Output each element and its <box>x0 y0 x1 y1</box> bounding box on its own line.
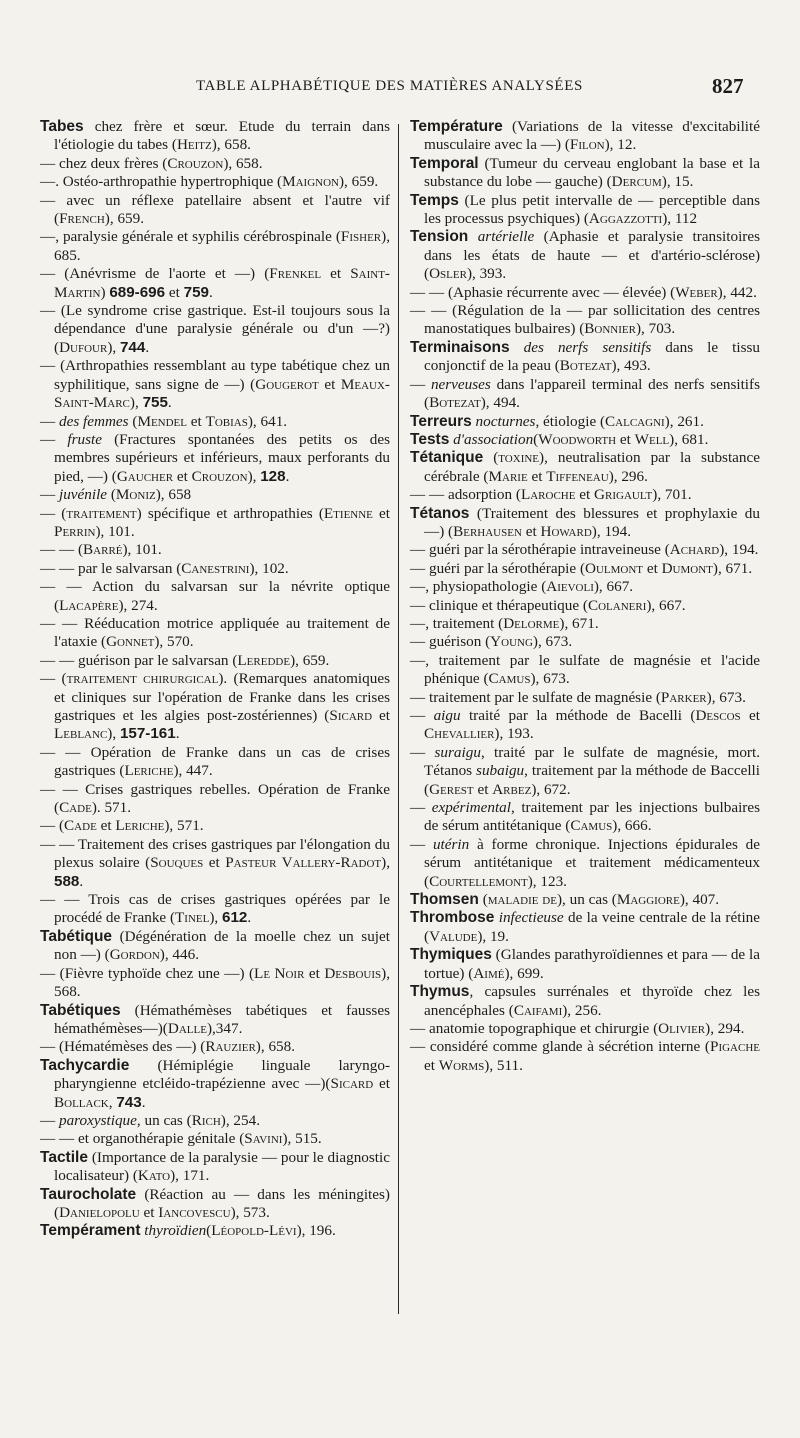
index-entry: — (Anévrisme de l'aorte et —) (Frenkel et Saint-Martin) 689-696 et 759. <box>40 265 390 301</box>
index-entry: Tension artérielle (Aphasie et paralysie transitoires dans les états de haute — et d'artério-sclérose) (Osler), 393. <box>410 228 760 283</box>
index-entry: — — (Barré), 101. <box>40 541 162 559</box>
index-entry: — (Cade et Leriche), 571. <box>40 817 204 835</box>
index-entry: — (Arthropathies ressemblant au type tabétique chez un syphilitique, sans signe de —) (Gougerot et Meaux-Saint-Marc), 755. <box>40 357 390 412</box>
index-entry: Tactile (Importance de la paralysie — pour le diagnostic localisateur) (Kato), 171. <box>40 1148 390 1185</box>
index-entry: — — Traitement des crises gastriques par l'élongation du plexus solaire (Souques et Pasteur Vallery-Radot), 588. <box>40 835 390 890</box>
index-entry: —, physiopathologie (Aievoli), 667. <box>410 578 634 596</box>
index-entry: — considéré comme glande à sécrétion interne (Pigache et Worms), 511. <box>410 1038 760 1074</box>
index-entry: — — Opération de Franke dans un cas de crises gastriques (Leriche), 447. <box>40 743 390 780</box>
index-entry: Tabétiques (Hémathémèses tabétiques et fausses hémathémèses—)(Dalle),347. <box>40 1001 390 1037</box>
index-entry: Tétanos (Traitement des blessures et prophylaxie du —) (Berhausen et Howard), 194. <box>410 504 760 540</box>
column-divider <box>398 124 399 1314</box>
index-entry: —, traitement par le sulfate de magnésie et l'acide phénique (Camus), 673. <box>410 651 760 688</box>
index-entry: — paroxystique, un cas (Rich), 254. <box>40 1111 261 1129</box>
index-entry: —, traitement (Delorme), 671. <box>410 614 599 632</box>
index-entry: — — Rééducation motrice appliquée au traitement de l'ataxie (Gonnet), 570. <box>40 614 390 651</box>
index-entry: — guéri par la sérothérapie (Oulmont et Dumont), 671. <box>410 559 753 577</box>
index-entry: Thymiques (Glandes parathyroïdiennes et para — de la tortue) (Aimé), 699. <box>410 946 760 982</box>
index-entry: Terminaisons des nerfs sensitifs dans le tissu conjonctif de la peau (Botezat), 493. <box>410 338 760 375</box>
index-entry: Terreurs nocturnes, étiologie (Calcagni), 261. <box>410 412 704 430</box>
index-entry: — (traitement chirurgical). (Remarques anatomiques et cliniques sur l'opération de Franke dans les crises gastriques et les algies post-zostériennes) (Sicard et Leblanc), 157-161. <box>40 670 391 743</box>
running-header <box>0 76 800 104</box>
index-entry: Temps (Le plus petit intervalle de — perceptible dans les processus psychiques) (Aggazzotti), 112 <box>410 191 760 228</box>
index-entry: Tests d'association(Woodworth et Well), 681. <box>410 430 709 448</box>
index-entry: — — (Aphasie récurrente avec — élevée) (Weber), 442. <box>410 283 757 301</box>
index-entry: — — Crises gastriques rebelles. Opération de Franke (Cade). 571. <box>40 780 390 817</box>
index-entry: Tétanique (toxine), neutralisation par la substance cérébrale (Marie et Tiffeneau), 296. <box>410 449 760 485</box>
index-entry: — (Fièvre typhoïde chez une —) (Le Noir et Desbouis), 568. <box>40 964 390 1001</box>
page-number: 827 <box>712 74 744 98</box>
index-entry: Tabes chez frère et sœur. Etude du terrain dans l'étiologie du tabes (Heitz), 658. <box>40 118 390 154</box>
index-entry: — fruste (Fractures spontanées des petits os des membres supérieurs et inférieurs, maux perforants du pied, —) (Gaucher et Crouzon), 128. <box>40 430 390 485</box>
index-entry: — guéri par la sérothérapie intraveineuse (Achard), 194. <box>410 541 759 559</box>
index-entry: — anatomie topographique et chirurgie (Olivier), 294. <box>410 1019 745 1037</box>
index-entry: Thomsen (maladie de), un cas (Maggiore), 407. <box>410 891 720 909</box>
index-entry: — — guérison par le salvarsan (Leredde), 659. <box>40 651 330 669</box>
index-entry: — des femmes (Mendel et Tobias), 641. <box>40 412 288 430</box>
index-entry: Tachycardie (Hémiplégie linguale laryngo-pharyngienne etcléido-trapézienne avec —)(Sicard et Bollack, 743. <box>40 1056 390 1111</box>
index-entry: Tempérament thyroïdien(Léopold-Lévi), 196. <box>40 1222 336 1240</box>
left-column <box>40 118 390 1241</box>
index-entry: — suraigu, traité par le sulfate de magnésie, mort. Tétanos subaigu, traitement par la méthode de Baccelli (Gerest et Arbez), 672. <box>410 743 761 798</box>
index-entry: — clinique et thérapeutique (Colaneri), 667. <box>410 596 686 614</box>
index-entry: — juvénile (Moniz), 658 <box>40 486 192 504</box>
index-entry: —, paralysie générale et syphilis cérébrospinale (Fisher), 685. <box>40 228 390 264</box>
index-entry: — — par le salvarsan (Canestrini), 102. <box>40 559 289 577</box>
index-entry: — aigu traité par la méthode de Bacelli (Descos et Chevallier), 193. <box>410 707 760 743</box>
index-entry: Tabétique (Dégénération de la moelle chez un sujet non —) (Gordon), 446. <box>40 927 390 964</box>
index-entry: Thrombose infectieuse de la veine centrale de la rétine (Valude), 19. <box>410 909 761 945</box>
index-entry: — — adsorption (Laroche et Grigault), 701. <box>410 486 692 504</box>
header-title: TABLE ALPHABÉTIQUE DES MATIÈRES ANALYSÉES <box>196 78 583 94</box>
index-entry: — — (Régulation de la — par sollicitation des centres manostatiques bulbaires) (Bonnier), 703. <box>410 302 760 338</box>
right-column <box>410 118 760 1075</box>
index-entry: — traitement par le sulfate de magnésie (Parker), 673. <box>410 688 746 706</box>
index-entry: — (traitement) spécifique et arthropathies (Etienne et Perrin), 101. <box>40 504 390 540</box>
index-entry: Taurocholate (Réaction au — dans les méningites)(Danielopolu et Iancovescu), 573. <box>40 1185 390 1221</box>
index-entry: — avec un réflexe patellaire absent et l'autre vif (French), 659. <box>40 191 390 228</box>
index-entry: Thymus, capsules surrénales et thyroïde chez les anencéphales (Caifami), 256. <box>410 983 760 1019</box>
index-entry: — (Hématémèses des —) (Rauzier), 658. <box>40 1038 296 1056</box>
index-entry: — expérimental, traitement par les injections bulbaires de sérum antitétanique (Camus), 666. <box>410 799 760 835</box>
index-entry: — utérin à forme chronique. Injections épidurales de sérum antitétanique et traitement médicamenteux (Courtellemont), 123. <box>410 835 760 890</box>
index-entry: — guérison (Young), 673. <box>410 633 573 651</box>
index-entry: Temporal (Tumeur du cerveau englobant la base et la substance du lobe — gauche) (Dercum), 15. <box>410 154 760 191</box>
index-entry: Température (Variations de la vitesse d'excitabilité musculaire avec la —) (Filon), 12. <box>410 118 760 154</box>
index-entry: — (Le syndrome crise gastrique. Est-il toujours sous la dépendance d'une paralysie générale ou d'un —?) (Dufour), 744. <box>40 302 390 356</box>
index-entry: — chez deux frères (Crouzon), 658. <box>40 154 263 172</box>
index-entry: — — Action du salvarsan sur la névrite optique (Lacapère), 274. <box>40 578 390 614</box>
index-entry: — — et organothérapie génitale (Savini), 515. <box>40 1130 322 1148</box>
index-entry: — — Trois cas de crises gastriques opérées par le procédé de Franke (Tinel), 612. <box>40 891 390 927</box>
index-entry: — nerveuses dans l'appareil terminal des nerfs sensitifs (Botezat), 494. <box>410 375 760 412</box>
index-entry: —. Ostéo-arthropathie hypertrophique (Maignon), 659. <box>40 173 379 191</box>
